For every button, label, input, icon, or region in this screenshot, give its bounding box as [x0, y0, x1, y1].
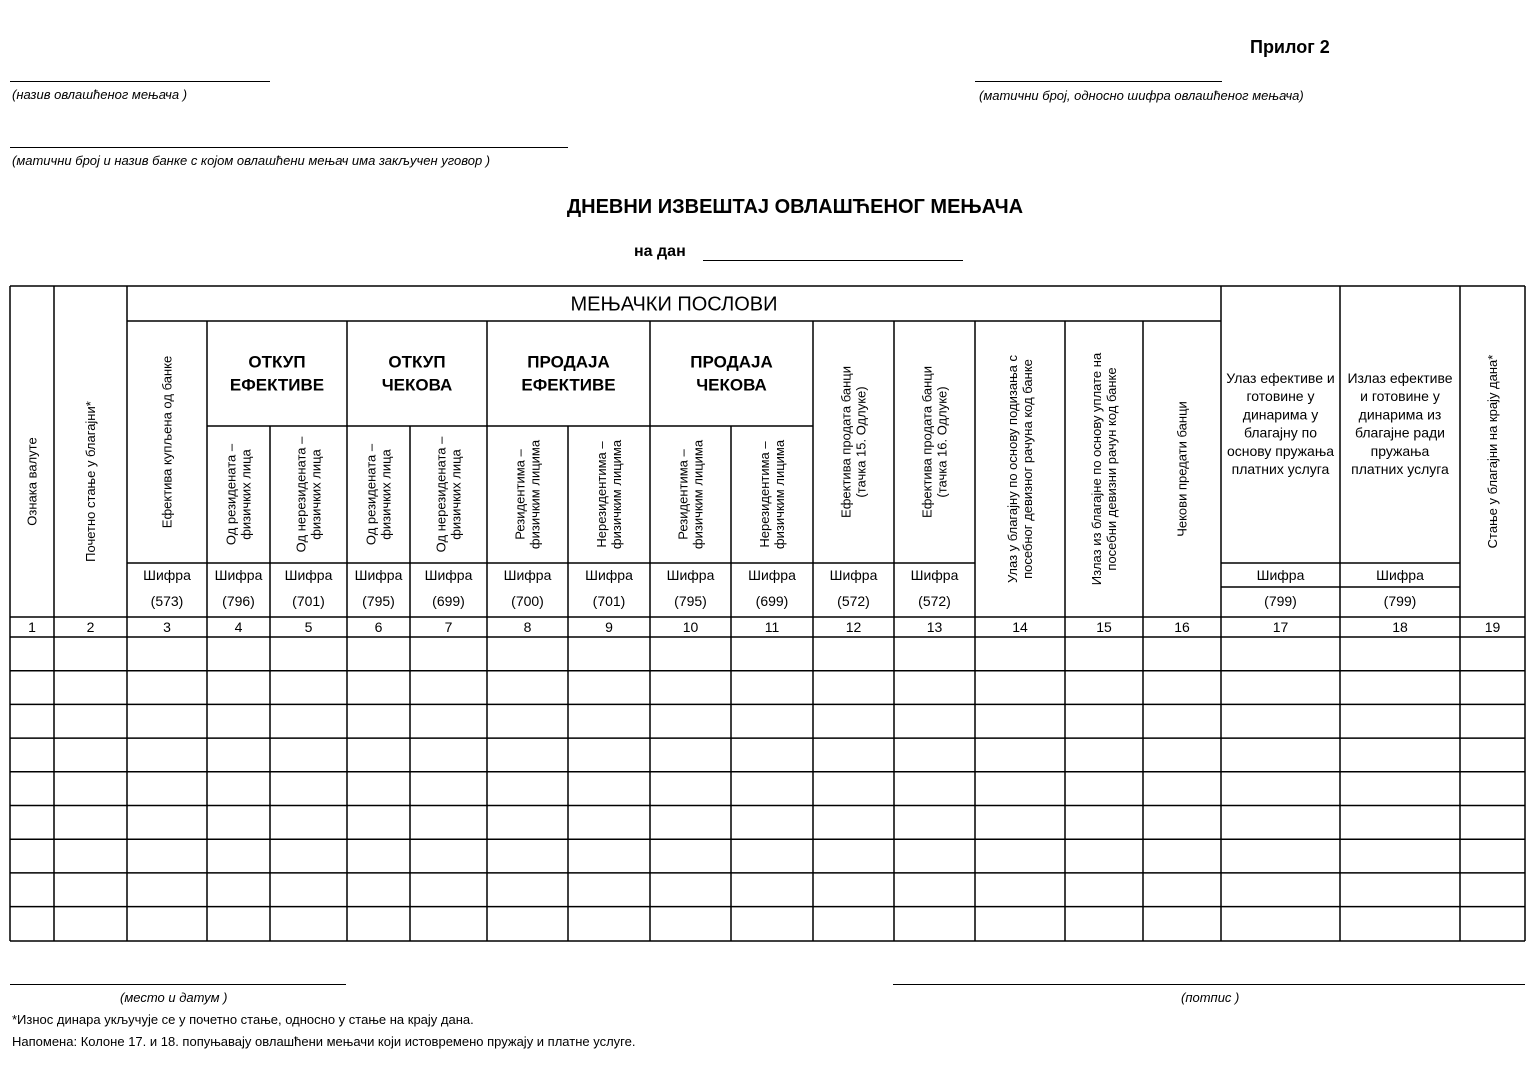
column-header-18: и готовине у	[1360, 388, 1440, 405]
bank-caption: (матични број и назив банке с којом овлашћени мењач има закључен уговор )	[12, 153, 491, 168]
code-value: (701)	[592, 593, 626, 609]
section-title: МЕЊАЧКИ ПОСЛОВИ	[570, 293, 778, 316]
column-number: 11	[764, 619, 780, 635]
column-number: 7	[444, 619, 453, 635]
column-header-7: физичких лица	[448, 449, 464, 540]
column-header-10: физичким лицима	[690, 439, 706, 550]
column-header-18: пружања	[1370, 442, 1430, 459]
code-label: Шифра	[143, 567, 191, 583]
column-header-16: Чекови предати банци	[1174, 401, 1190, 537]
code-value: (799)	[1383, 593, 1417, 609]
date-label: на дан	[634, 243, 686, 260]
note: Напомена: Колоне 17. и 18. попуњавају овлашћени мењачи који истовремено пружају и платне услуге.	[12, 1034, 636, 1049]
column-header-14: Улаз у благајну по основу подизања с	[1005, 355, 1020, 583]
group-header-otkup-cekova: ЧЕКОВА	[381, 375, 453, 395]
code-label: Шифра	[585, 567, 633, 583]
column-header-17: готовине у	[1246, 388, 1315, 405]
column-header-15: Излаз из благајне по основу уплате на	[1089, 352, 1104, 586]
code-label: Шифра	[424, 567, 473, 583]
column-number: 5	[304, 619, 313, 635]
column-number: 3	[163, 619, 171, 635]
code-label: Шифра	[748, 567, 796, 583]
code-value: (573)	[150, 593, 184, 609]
column-number: 13	[926, 619, 943, 635]
document-title: ДНЕВНИ ИЗВЕШТАЈ ОВЛАШЋЕНОГ МЕЊАЧА	[566, 196, 1024, 218]
column-header-18: Излаз ефективе	[1347, 370, 1453, 386]
place-date-line[interactable]	[10, 984, 346, 985]
code-label: Шифра	[1256, 567, 1305, 583]
code-value: (572)	[918, 593, 951, 609]
code-value: (699)	[755, 593, 789, 609]
column-header-12: (тачка 15. Одлуке)	[853, 386, 869, 498]
column-header-11: Нерезидентима –	[757, 441, 772, 548]
column-header-5: физичких лица	[308, 449, 324, 540]
group-header-otkup-efektive: ЕФЕКТИВЕ	[229, 375, 325, 395]
signature-caption: (потпис )	[1181, 990, 1240, 1005]
column-header-10: Резидентима –	[675, 449, 691, 540]
column-header-2: Почетно стање у благајни*	[83, 401, 98, 562]
group-header-otkup-cekova: ОТКУП	[388, 352, 446, 372]
column-number: 17	[1272, 619, 1289, 635]
code-value: (795)	[362, 593, 395, 609]
column-number: 18	[1392, 619, 1408, 635]
code-label: Шифра	[666, 567, 715, 583]
column-number: 16	[1174, 619, 1190, 635]
column-number: 8	[523, 619, 532, 635]
column-number: 19	[1484, 619, 1501, 635]
column-header-14: посебног девизног рачуна код банке	[1020, 359, 1035, 579]
code-label: Шифра	[354, 567, 403, 583]
column-header-6: Од резидената –	[363, 443, 379, 546]
code-value: (799)	[1264, 593, 1297, 609]
code-label: Шифра	[503, 567, 552, 583]
column-header-13: (тачка 16. Одлуке)	[934, 386, 950, 498]
code-value: (701)	[292, 593, 325, 609]
column-number: 2	[86, 619, 95, 635]
group-header-prodaja-efektive: ЕФЕКТИВЕ	[521, 375, 616, 395]
group-header-prodaja-cekova: ПРОДАЈА	[690, 352, 773, 372]
code-label: Шифра	[284, 567, 333, 583]
column-header-9: физичким лицима	[609, 439, 624, 550]
group-header-otkup-efektive: ОТКУП	[248, 352, 306, 372]
column-header-8: Резидентима –	[512, 449, 528, 540]
column-header-3: Ефектива купљена од банке	[159, 355, 175, 529]
column-header-11: физичким лицима	[772, 439, 787, 550]
column-number: 15	[1096, 619, 1112, 635]
signature-line[interactable]	[893, 984, 1525, 985]
column-number: 10	[682, 619, 699, 635]
column-header-1: Ознака валуте	[24, 437, 40, 526]
column-number: 6	[374, 619, 383, 635]
column-header-13: Ефектива продата банци	[919, 366, 935, 518]
column-header-4: Од резидената –	[223, 443, 239, 546]
exchanger-name-caption: (назив овлашћеног мењача )	[12, 87, 188, 102]
code-label: Шифра	[1376, 567, 1424, 583]
column-header-17: основу пружања	[1226, 442, 1335, 459]
column-header-15: посебни девизни рачун код банке	[1104, 367, 1119, 571]
column-header-5: Од нерезидената –	[293, 436, 309, 553]
column-header-17: Улаз ефективе и	[1226, 370, 1335, 386]
place-date-caption: (место и датум )	[120, 990, 228, 1005]
column-header-7: Од нерезидената –	[433, 436, 449, 553]
column-header-17: благајну по	[1243, 424, 1318, 441]
column-number: 12	[845, 619, 862, 635]
column-header-4: физичких лица	[238, 449, 254, 540]
code-value: (699)	[432, 593, 465, 609]
code-value: (795)	[674, 593, 707, 609]
column-number: 14	[1012, 619, 1028, 635]
code-value: (796)	[222, 593, 255, 609]
code-label: Шифра	[910, 567, 959, 583]
group-header-prodaja-cekova: ЧЕКОВА	[696, 375, 767, 395]
column-header-18: платних услуга	[1351, 461, 1449, 477]
column-header-6: физичких лица	[378, 449, 394, 540]
column-header-9: Нерезидентима –	[594, 441, 609, 548]
column-header-8: физичким лицима	[527, 439, 543, 550]
column-header-18: благајне ради	[1354, 424, 1446, 441]
column-number: 9	[605, 619, 613, 635]
column-number: 4	[234, 619, 243, 635]
footnote: *Износ динара укључује се у почетно стање, односно у стање на крају дана.	[12, 1012, 474, 1027]
exchanger-id-caption: (матични број, односно шифра овлашћеног мењача)	[979, 88, 1304, 103]
code-label: Шифра	[214, 567, 263, 583]
code-value: (572)	[837, 593, 870, 609]
annex-label: Прилог 2	[1250, 37, 1330, 57]
code-value: (700)	[511, 593, 544, 609]
column-number: 1	[28, 619, 36, 635]
column-header-12: Ефектива продата банци	[838, 366, 854, 518]
group-header-prodaja-efektive: ПРОДАЈА	[527, 352, 610, 372]
column-header-19: Стање у благајни на крају дана*	[1485, 354, 1500, 549]
column-header-18: динарима из	[1358, 406, 1442, 423]
column-header-17: динарима у	[1242, 406, 1319, 423]
column-header-17: платних услуга	[1231, 461, 1330, 477]
code-label: Шифра	[829, 567, 878, 583]
